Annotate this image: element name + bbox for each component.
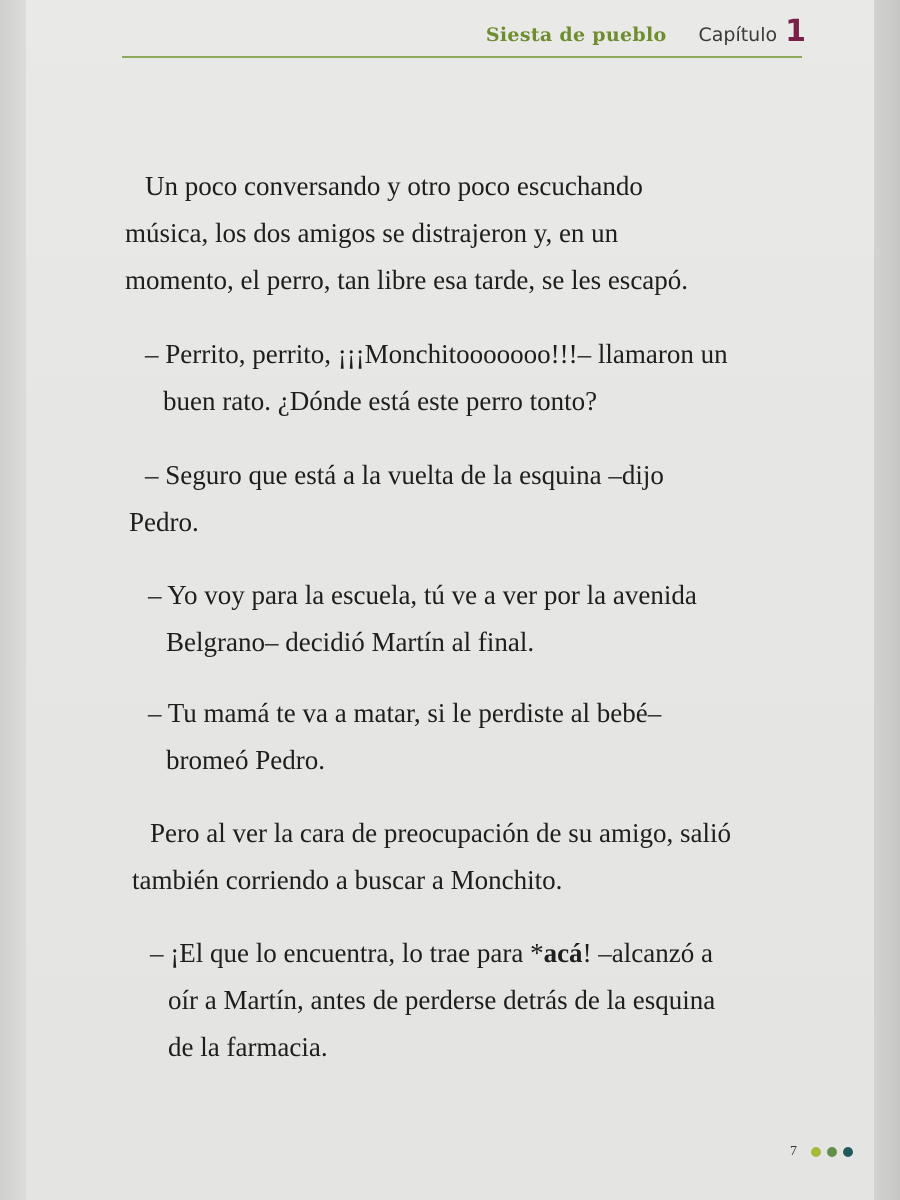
text-line: bromeó Pedro.	[166, 745, 325, 775]
paragraph-5	[148, 690, 661, 784]
text-line: momento, el perro, tan libre esa tarde, se les escapó.	[125, 265, 689, 295]
text-line: – Yo voy para la escuela, tú ve a ver por la avenida	[148, 580, 697, 610]
text-line	[150, 930, 715, 977]
text-line: Un poco conversando y otro poco escuchando	[145, 171, 643, 201]
running-header	[486, 14, 806, 49]
paragraph-1	[125, 163, 689, 304]
paragraph-2	[145, 331, 728, 425]
text-line: Pero al ver la cara de preocupación de su amigo, salió	[150, 818, 732, 848]
chapter-label: Capítulo	[698, 24, 778, 46]
chapter-number: 1	[785, 14, 806, 49]
text-run: ! –alcanzó a	[582, 938, 713, 968]
text-line: Pedro.	[129, 507, 199, 537]
footer-dot-3	[843, 1147, 853, 1157]
paragraph-7	[150, 930, 715, 1071]
paragraph-6	[132, 810, 732, 904]
page-number: 7	[790, 1144, 797, 1159]
footer-dot-1	[811, 1147, 821, 1157]
paragraph-3	[129, 452, 664, 546]
text-line: – Perrito, perrito, ¡¡¡Monchitooooooo!!!– llamaron un	[145, 339, 728, 369]
page-right-edge	[874, 0, 900, 1200]
text-line: también corriendo a buscar a Monchito.	[132, 865, 563, 895]
footer-dot-2	[827, 1147, 837, 1157]
text-line: oír a Martín, antes de perderse detrás de la esquina	[168, 985, 716, 1015]
text-line: de la farmacia.	[168, 1032, 328, 1062]
page-footer	[790, 1144, 853, 1160]
page-left-margin	[0, 0, 26, 1200]
text-line: – Tu mamá te va a matar, si le perdiste al bebé–	[148, 698, 662, 728]
text-line: Belgrano– decidió Martín al final.	[166, 627, 535, 657]
chapter-heading	[698, 14, 806, 49]
paragraph-4	[148, 572, 697, 666]
text-run: – ¡El que lo encuentra, lo trae para *	[150, 938, 544, 968]
header-rule	[122, 56, 802, 58]
text-line: – Seguro que está a la vuelta de la esquina –dijo	[145, 460, 664, 490]
emphasized-word: acá	[543, 938, 583, 968]
text-line: música, los dos amigos se distrajeron y, en un	[125, 218, 619, 248]
text-line: buen rato. ¿Dónde está este perro tonto?	[163, 386, 598, 416]
book-title: Siesta de pueblo	[485, 24, 667, 46]
